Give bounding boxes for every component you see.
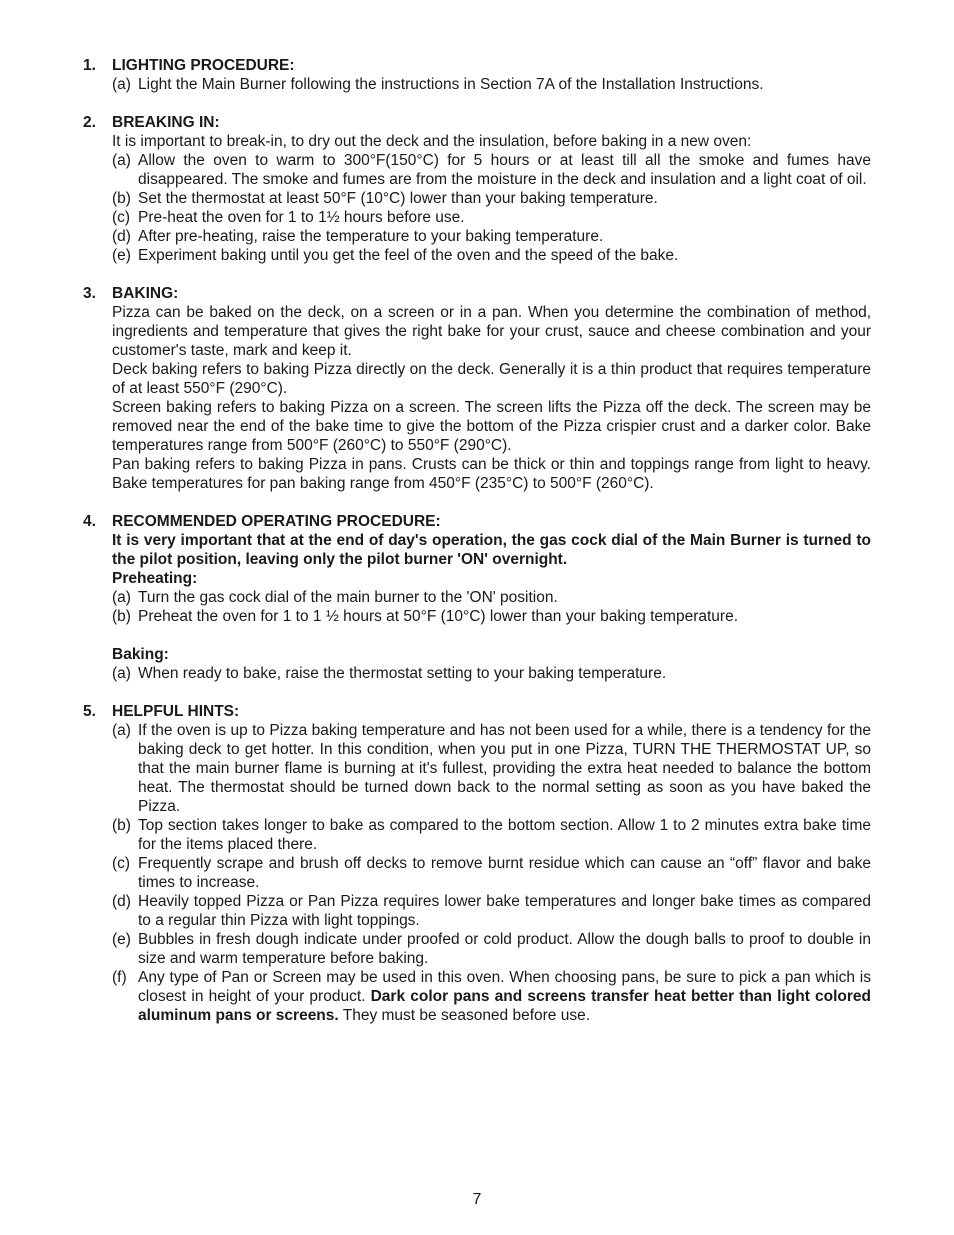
item-label: (a) (112, 152, 131, 169)
item-text: If the oven is up to Pizza baking temperature and has not been used for a while, there is a tendency for the baking deck to get hotter. In this condition, when you put in one Pizza, TURN THE THERMOSTAT UP, so that the main burner flame is burning at it's fullest, providing the extra heat needed to balance the bottom heat. The thermostat should be turned down back to the normal setting as soon as you have baked the Pizza. (138, 722, 871, 815)
section-heading: BAKING: (112, 285, 179, 302)
item-text: Light the Main Burner following the instructions in Section 7A of the Installation Instructions. (138, 76, 764, 93)
paragraph: Pan baking refers to baking Pizza in pans. Crusts can be thick or thin and toppings range from light to heavy. Bake temperatures for pan baking range from 450°F (235°C) to 500°F (260°C). (112, 456, 871, 492)
item-text (138, 968, 871, 1025)
list-item (112, 246, 871, 265)
item-text: Frequently scrape and brush off decks to remove burnt residue which can cause an “off” flavor and bake times to increase. (138, 855, 871, 891)
section-number: 3. (83, 285, 96, 302)
list-item (112, 968, 871, 1025)
item-text: When ready to bake, raise the thermostat setting to your baking temperature. (138, 665, 667, 682)
section-body (112, 702, 871, 1025)
item-text: Top section takes longer to bake as compared to the bottom section. Allow 1 to 2 minutes extra bake time for the items placed there. (138, 817, 871, 853)
section-body (112, 113, 871, 265)
item-label: (d) (112, 893, 131, 910)
list-item (112, 892, 871, 930)
section-breaking-in (83, 113, 871, 265)
subheading-preheating: Preheating: (112, 570, 198, 587)
item-text: Experiment baking until you get the feel of the oven and the speed of the bake. (138, 247, 679, 264)
list-item (112, 208, 871, 227)
section-body (112, 284, 871, 493)
spacer (112, 626, 871, 645)
list-item (112, 854, 871, 892)
item-text: After pre-heating, raise the temperature to your baking temperature. (138, 228, 604, 245)
item-text: Turn the gas cock dial of the main burner to the 'ON' position. (138, 589, 558, 606)
list-item (112, 721, 871, 816)
section-body (112, 512, 871, 683)
section-number: 4. (83, 513, 96, 530)
list-item (112, 664, 871, 683)
item-label: (c) (112, 209, 131, 226)
document-page (83, 56, 871, 1025)
item-text-part: They must be seasoned before use. (338, 1007, 591, 1024)
item-text: Heavily topped Pizza or Pan Pizza requires lower bake temperatures and longer bake times as compared to a regular thin Pizza with light toppings. (138, 893, 871, 929)
list-item (112, 75, 871, 94)
section-number: 2. (83, 114, 96, 131)
section-heading: BREAKING IN: (112, 114, 220, 131)
subheading-baking: Baking: (112, 646, 169, 663)
warning-text: It is very important that at the end of day's operation, the gas cock dial of the Main Burner is turned to the pilot position, leaving only the pilot burner 'ON' overnight. (112, 532, 871, 568)
item-label: (b) (112, 817, 131, 834)
list-item (112, 227, 871, 246)
item-text: Allow the oven to warm to 300°F(150°C) for 5 hours or at least till all the smoke and fumes have disappeared. The smoke and fumes are from the moisture in the deck and insulation and a light coat of oil. (138, 152, 871, 188)
section-helpful-hints (83, 702, 871, 1025)
list-item (112, 189, 871, 208)
section-number: 5. (83, 703, 96, 720)
paragraph: Screen baking refers to baking Pizza on a screen. The screen lifts the Pizza off the deck. The screen may be removed near the end of the bake time to give the bottom of the Pizza crispier crust and a darker color. Bake temperatures range from 500°F (260°C) to 550°F (290°C). (112, 399, 871, 454)
item-label: (d) (112, 228, 131, 245)
paragraph: Pizza can be baked on the deck, on a screen or in a pan. When you determine the combination of method, ingredients and temperature that gives the right bake for your crust, sauce and cheese combination and your customer's taste, mark and keep it. (112, 304, 871, 359)
item-label: (e) (112, 931, 131, 948)
section-body (112, 56, 871, 94)
section-number: 1. (83, 57, 96, 74)
list-item (112, 816, 871, 854)
list-item (112, 151, 871, 189)
page-number: 7 (472, 1191, 482, 1208)
item-label: (e) (112, 247, 131, 264)
item-label: (b) (112, 608, 131, 625)
section-recommended-operating-procedure (83, 512, 871, 683)
item-label: (a) (112, 665, 131, 682)
section-baking (83, 284, 871, 493)
list-item (112, 930, 871, 968)
section-heading: HELPFUL HINTS: (112, 703, 240, 720)
item-text: Bubbles in fresh dough indicate under proofed or cold product. Allow the dough balls to proof to double in size and warm temperature before baking. (138, 931, 871, 967)
item-label: (a) (112, 722, 131, 739)
item-text: Set the thermostat at least 50°F (10°C) lower than your baking temperature. (138, 190, 658, 207)
item-label: (b) (112, 190, 131, 207)
section-heading: RECOMMENDED OPERATING PROCEDURE: (112, 513, 441, 530)
item-label: (a) (112, 76, 131, 93)
item-text-part: Any type of Pan or Screen may be used in this oven. When choosing pans, be sure to pick a pan which is closest in height of your product. (138, 969, 871, 1005)
item-text: Preheat the oven for 1 to 1 ½ hours at 50°F (10°C) lower than your baking temperature. (138, 608, 739, 625)
section-intro: It is important to break-in, to dry out the deck and the insulation, before baking in a new oven: (112, 133, 752, 150)
item-label: (a) (112, 589, 131, 606)
list-item (112, 607, 871, 626)
item-text: Pre-heat the oven for 1 to 1½ hours before use. (138, 209, 465, 226)
section-heading: LIGHTING PROCEDURE: (112, 57, 295, 74)
list-item (112, 588, 871, 607)
section-lighting-procedure (83, 56, 871, 94)
item-text-bold: Dark color pans and screens transfer heat better than light colored aluminum pans or screens. (138, 988, 871, 1024)
item-label: (c) (112, 855, 131, 872)
paragraph: Deck baking refers to baking Pizza directly on the deck. Generally it is a thin product that requires temperature of at least 550°F (290°C). (112, 361, 871, 397)
item-label: (f) (112, 969, 127, 986)
